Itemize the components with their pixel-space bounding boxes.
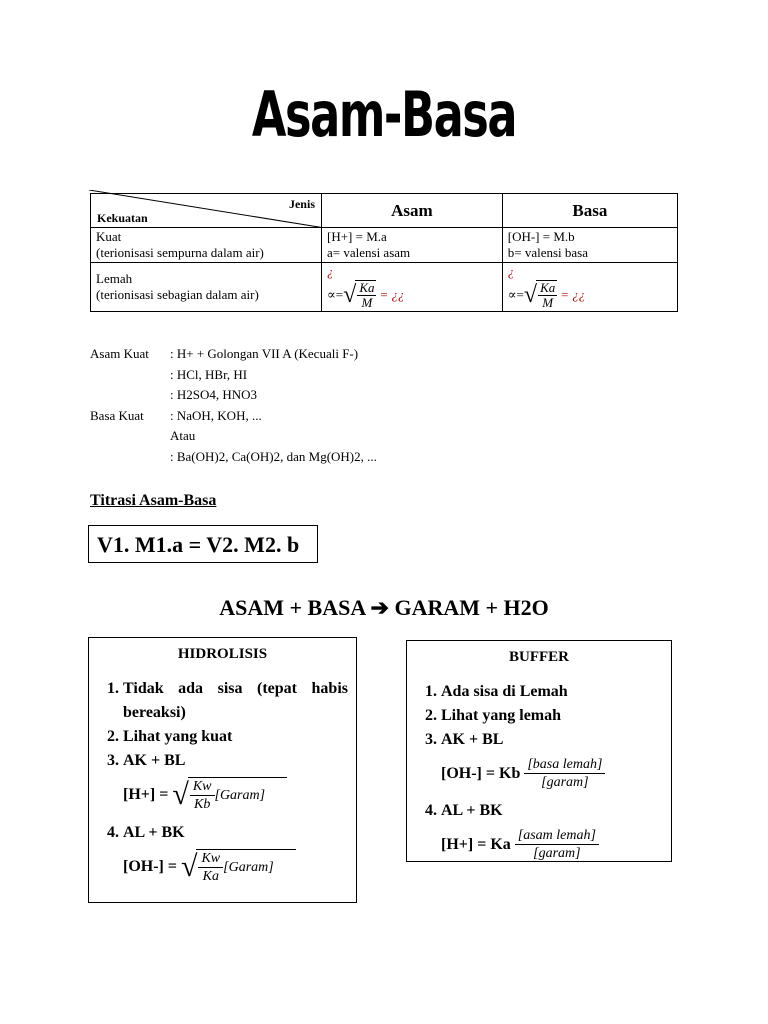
hidrolisis-box: HIDROLISIS 1. Tidak ada sisa (tepat habis bereaksi) 2. Lihat yang kuat 3. AK + BL [H+] = √ $\frac{Kw}{Kb}$ [Garam] 4. AL + BK [OH-] = √ $\frac{Kw}{Ka}$ [Garam] [88, 637, 357, 903]
page-title: Asam-Basa [251, 78, 517, 151]
titrasi-formula: V1. M1.a = V2. M2. b [88, 525, 318, 563]
row-kuat-label: Kuat (terionisasi sempurna dalam air) [91, 228, 322, 263]
hydrolysis-oh-formula: [OH-] = √ $\frac{Kw}{Ka}$ [Garam] [123, 849, 348, 885]
corner-label-jenis: Jenis [288, 197, 315, 211]
lemah-asam-cell: ¿ ∝= √ $\frac{Ka}{M}$ = ¿¿ [322, 263, 503, 312]
list-item: 4. AL + BK [H+] = Ka $\frac{\text{[asam lemah]}}{\text{[garam]}}$ [441, 799, 671, 862]
alpha-formula: ∝= √ $\frac{Ka}{M}$ = ¿¿ [327, 280, 405, 310]
strong-acid-base-list: Asam Kuat : H+ + Golongan VII A (Kecuali F-) : HCl, HBr, HI : H2SO4, HNO3 Basa Kuat : NaOH, KOH, ... Atau : Ba(OH)2, Ca(OH)2, dan Mg(OH)2, ... [90, 346, 377, 464]
list-item: 2. Lihat yang kuat [123, 725, 348, 749]
list-item: 3. AK + BL [OH-] = Kb $\frac{\text{[basa lemah]}}{\text{[garam]}}$ [441, 728, 671, 791]
titrasi-heading: Titrasi Asam-Basa [90, 492, 217, 509]
header-asam: Asam [322, 194, 503, 228]
buffer-box: BUFFER 1. Ada sisa di Lemah 2. Lihat yang lemah 3. AK + BL [OH-] = Kb $\frac{\text{[basa lemah]}}{\text{[garam]}}$ 4. AL + BK [H+] = Ka $\frac{\text{[asam lemah]}}{\text{[garam]}}$ [406, 640, 672, 862]
list-item: 1. Ada sisa di Lemah [441, 680, 671, 704]
list-item: 3. AK + BL [H+] = √ $\frac{Kw}{Kb}$ [Garam] [123, 749, 348, 813]
list-item: 1. Tidak ada sisa (tepat habis bereaksi) [123, 677, 348, 725]
corner-label-kekuatan: Kekuatan [97, 211, 148, 225]
list-item: 2. Lihat yang lemah [441, 704, 671, 728]
kuat-asam-cell: [H+] = M.a a= valensi asam [322, 228, 503, 263]
list-item: 4. AL + BK [OH-] = √ $\frac{Kw}{Ka}$ [Garam] [123, 821, 348, 885]
strength-table [90, 193, 678, 312]
kuat-basa-cell: [OH-] = M.b b= valensi basa [502, 228, 677, 263]
reaction-equation: ASAM + BASA ➔ GARAM + H2O [219, 595, 549, 620]
buffer-oh-formula: [OH-] = Kb $\frac{\text{[basa lemah]}}{\text{[garam]}}$ [441, 756, 671, 791]
buffer-h-formula: [H+] = Ka $\frac{\text{[asam lemah]}}{\text{[garam]}}$ [441, 827, 671, 862]
lemah-basa-cell: ¿ ∝= √ $\frac{Ka}{M}$ = ¿¿ [502, 263, 677, 312]
table-corner-cell [91, 194, 322, 228]
header-basa: Basa [502, 194, 677, 228]
hydrolysis-h-formula: [H+] = √ $\frac{Kw}{Kb}$ [Garam] [123, 777, 348, 813]
row-lemah-label: Lemah (terionisasi sebagian dalam air) [91, 263, 322, 312]
alpha-formula: ∝= √ $\frac{Ka}{M}$ = ¿¿ [507, 280, 586, 310]
